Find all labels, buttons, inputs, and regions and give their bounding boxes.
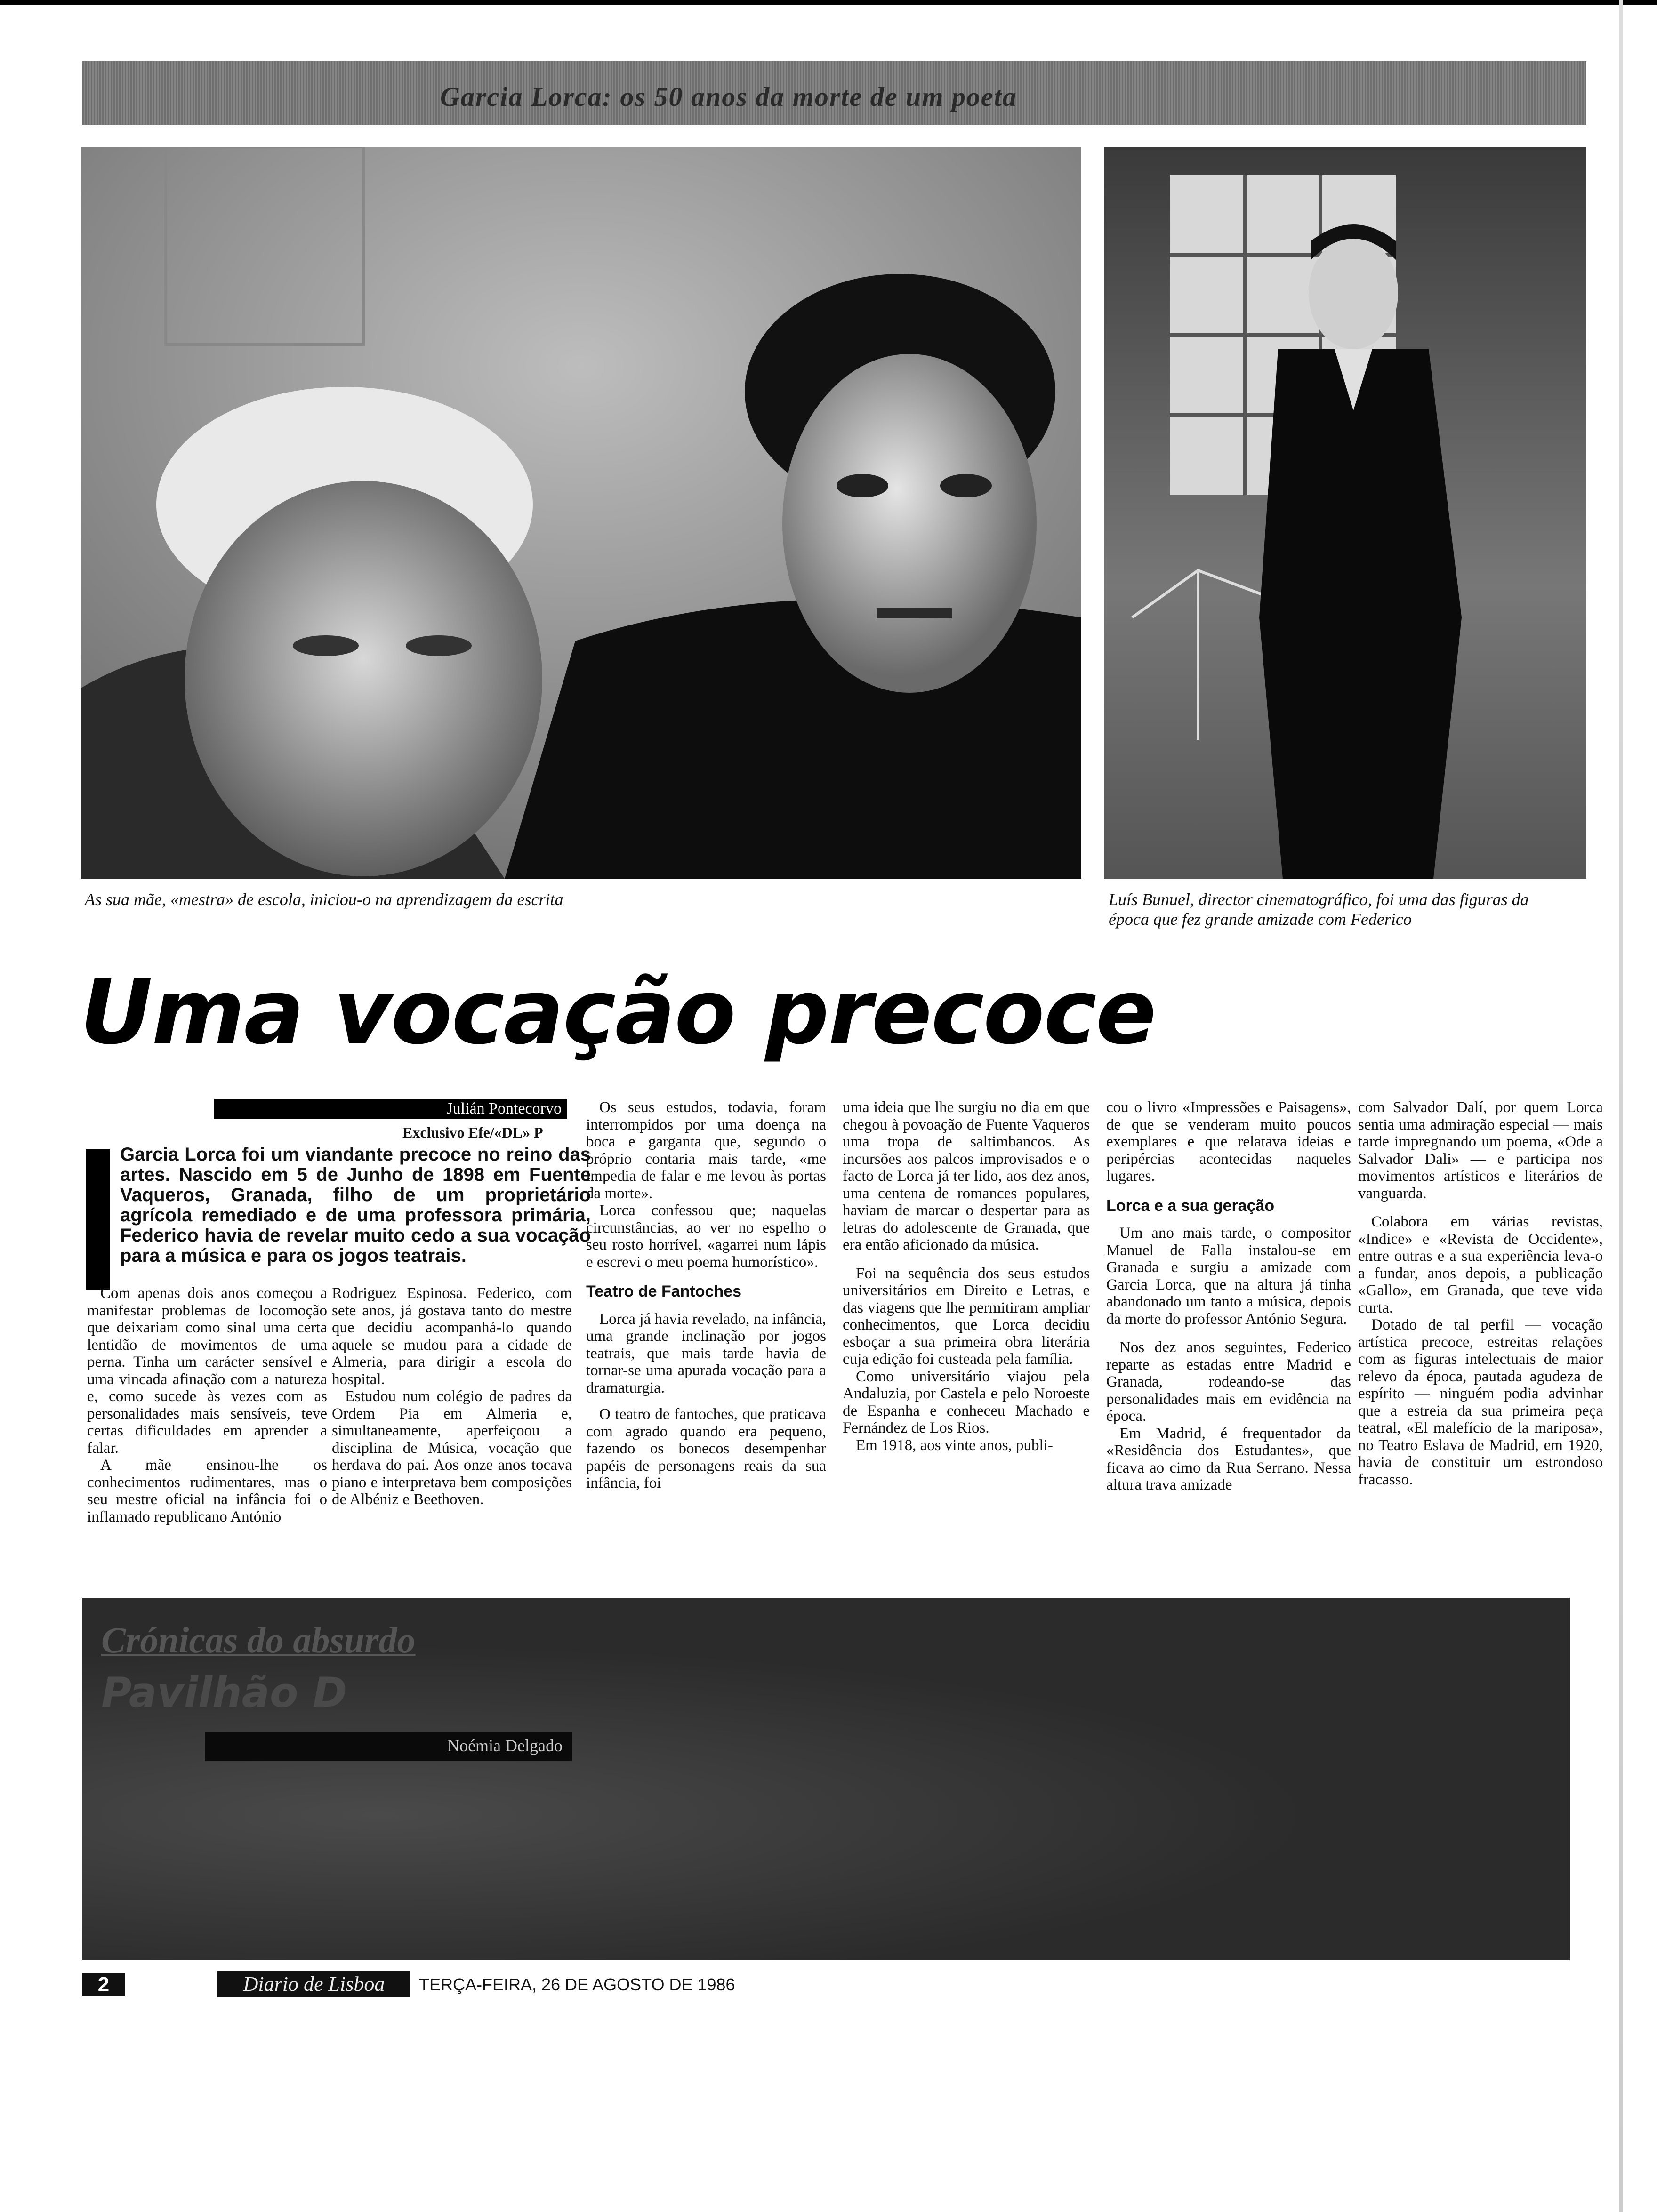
- article-column-4: [843, 1099, 1090, 1454]
- paragraph: A mãe ensinou-lhe os conhecimentos rudimentares, mas o seu mestre oficial na infância foi o inflamado republicano António: [87, 1457, 327, 1525]
- paragraph: Foi na sequência dos seus estudos universitários em Direito e Letras, e das viagens que lhe permitiram ampliar conhecimentos, que Lorca decidiu esboçar a sua primeira obra literária cuja edição foi custeada pela família.: [843, 1265, 1090, 1368]
- publication-date: TERÇA-FEIRA, 26 DE AGOSTO DE 1986: [419, 1975, 735, 1994]
- byline-bar: [214, 1099, 567, 1119]
- photo-lorca-and-mother: [81, 147, 1081, 879]
- page-number: 2: [82, 1973, 125, 1996]
- newspaper-masthead: Diario de Lisboa: [217, 1971, 410, 1997]
- section-banner: [82, 61, 1586, 125]
- paragraph: cou o livro «Impressões e Paisagens», de que se venderam muito poucos exemplares e que relatava ideias e peripércias acontecidas naqueles lugares.: [1106, 1099, 1351, 1185]
- article-column-6: [1358, 1099, 1603, 1488]
- section-author-bar: [205, 1732, 572, 1761]
- paragraph: Lorca já havia revelado, na infância, uma grande inclinação por jogos teatrais, que mais tarde havia de tornar-se uma apurada vocação para a dramaturgia.: [586, 1310, 826, 1396]
- section-title: Pavilhão D: [101, 1668, 347, 1717]
- paragraph: Como universitário viajou pela Andaluzia, por Castela e pelo Noroeste de Espanha e conheceu Machado e Fernández de Los Rios.: [843, 1368, 1090, 1436]
- photo-bunuel-image: [1104, 147, 1586, 879]
- paragraph: uma ideia que lhe surgiu no dia em que chegou à povoação de Fuente Vaqueros uma tropa de saltimbancos. As incursões aos palcos improvisados e o facto de Lorca já ter lido, aos dez anos, uma centena de romances populares, haviam de marcar o despertar para as letras do adolescente de Granada, que era então aficionado da música.: [843, 1099, 1090, 1253]
- paragraph: O teatro de fantoches, que praticava com agrado quando era pequeno, fazendo os bonecos desempenhar papéis de personagens reais da sua infância, foi: [586, 1406, 826, 1491]
- paragraph: Colabora em várias revistas, «Indice» e «Revista de Occidente», entre outras e a sua experiência leva-o a fundar, anos depois, a publicação «Gallo», em Granada, que teve vida curta.: [1358, 1213, 1603, 1316]
- subheading-teatro: Teatro de Fantoches: [586, 1282, 741, 1300]
- paragraph: Um ano mais tarde, o compositor Manuel de Falla instalou-se em Granada e surgiu a amizade com Garcia Lorca, que na altura já tinha abandonado um tanto a música, depois da morte do professor António Segura.: [1106, 1225, 1351, 1328]
- paragraph: Nos dez anos seguintes, Federico reparte as estadas entre Madrid e Granada, rodeando-se das personalidades mais em evidência na época.: [1106, 1339, 1351, 1425]
- paragraph: Em 1918, aos vinte anos, publi-: [856, 1436, 1053, 1454]
- agency-credit: Exclusivo Efe/«DL» P: [402, 1124, 543, 1141]
- photo-bunuel: [1104, 147, 1586, 879]
- article-column-1: [87, 1285, 327, 1525]
- article-headline: Uma vocação precoce: [80, 960, 1156, 1064]
- paragraph: Lorca confessou que; naquelas circunstâncias, ao ver no espelho o seu rosto horrível, «agarrei num lápis e escrevi o meu poema humorístico».: [586, 1202, 826, 1271]
- article-column-2: [332, 1285, 572, 1508]
- photo-lorca-and-mother-image: [81, 147, 1081, 879]
- page-edge: [1619, 0, 1623, 2212]
- drop-cap: [86, 1149, 110, 1290]
- section-kicker: Crónicas do absurdo: [101, 1619, 416, 1660]
- paragraph: Dotado de tal perfil — vocação artística precoce, estreitas relações com as figuras intelectuais de maior relevo da época, pautada agudeza de espírito — ninguém podia advinhar que a estreia da sua primeira peça teatral, «El malefício de la mariposa», no Teatro Eslava de Madrid, em 1920, havia de constituir um estrondoso fracasso.: [1358, 1316, 1603, 1488]
- paragraph: Em Madrid, é frequentador da «Residência dos Estudantes», que ficava ao cimo da Rua Serrano. Nessa altura trava amizade: [1106, 1425, 1351, 1493]
- left-photo-caption: As sua mãe, «mestra» de escola, iniciou-o na aprendizagem da escrita: [85, 890, 563, 909]
- banner-text: Garcia Lorca: os 50 anos da morte de um poeta: [440, 81, 1017, 112]
- article-column-3: [586, 1099, 826, 1492]
- top-rule: [0, 0, 1657, 5]
- paragraph: Os seus estudos, todavia, foram interrompidos por uma doença na boca e garganta que, segundo o próprio contaria mais tarde, «me impedia de falar e me levou às portas da morte».: [586, 1099, 826, 1202]
- author-name: Julián Pontecorvo: [446, 1100, 562, 1117]
- article-column-5: [1106, 1099, 1351, 1494]
- paragraph: Com apenas dois anos começou a manifestar problemas de locomoção que deixariam como sinal uma certa lentidão de movimentos de uma perna. Tinha um carácter sensível e uma vincada afinação com a natureza e, como sucede às vezes com as personalidades mais sensíveis, teve certas dificuldades em aprender a falar.: [87, 1285, 327, 1457]
- right-photo-caption-line2: época que fez grande amizade com Federico: [1109, 910, 1412, 929]
- section-author: Noémia Delgado: [447, 1736, 563, 1755]
- paragraph: Rodriguez Espinosa. Federico, com sete anos, já gostava tanto do mestre que decidiu acompanhá-lo quando aquele se mudou para a cidade de Almeria, para dirigir a escola do hospital.: [332, 1285, 572, 1388]
- paragraph: com Salvador Dalí, por quem Lorca sentia uma admiração especial — mais tarde impregnando um poema, «Ode a Salvador Dali» — e participa nos movimentos artísticos e literários de vanguarda.: [1358, 1099, 1603, 1202]
- paragraph: Estudou num colégio de padres da Ordem Pia em Almeria e, simultaneamente, aperfeiçoou a disciplina de Música, vocação que herdava do pai. Aos onze anos tocava piano e interpretava bem composições de Albéniz e Beethoven.: [332, 1388, 572, 1508]
- subheading-geracao: Lorca e a sua geração: [1106, 1196, 1275, 1215]
- right-photo-caption-line1: Luís Bunuel, director cinematográfico, foi uma das figuras da: [1109, 890, 1529, 909]
- article-lead: Garcia Lorca foi um viandante precoce no reino das artes. Nascido em 5 de Junho de 1898 em Fuente Vaqueros, Granada, filho de um proprietário agrícola remediado e de uma professora primária, Federico havia de revelar muito cedo a sua vocação para a música e para os jogos teatrais.: [120, 1144, 591, 1266]
